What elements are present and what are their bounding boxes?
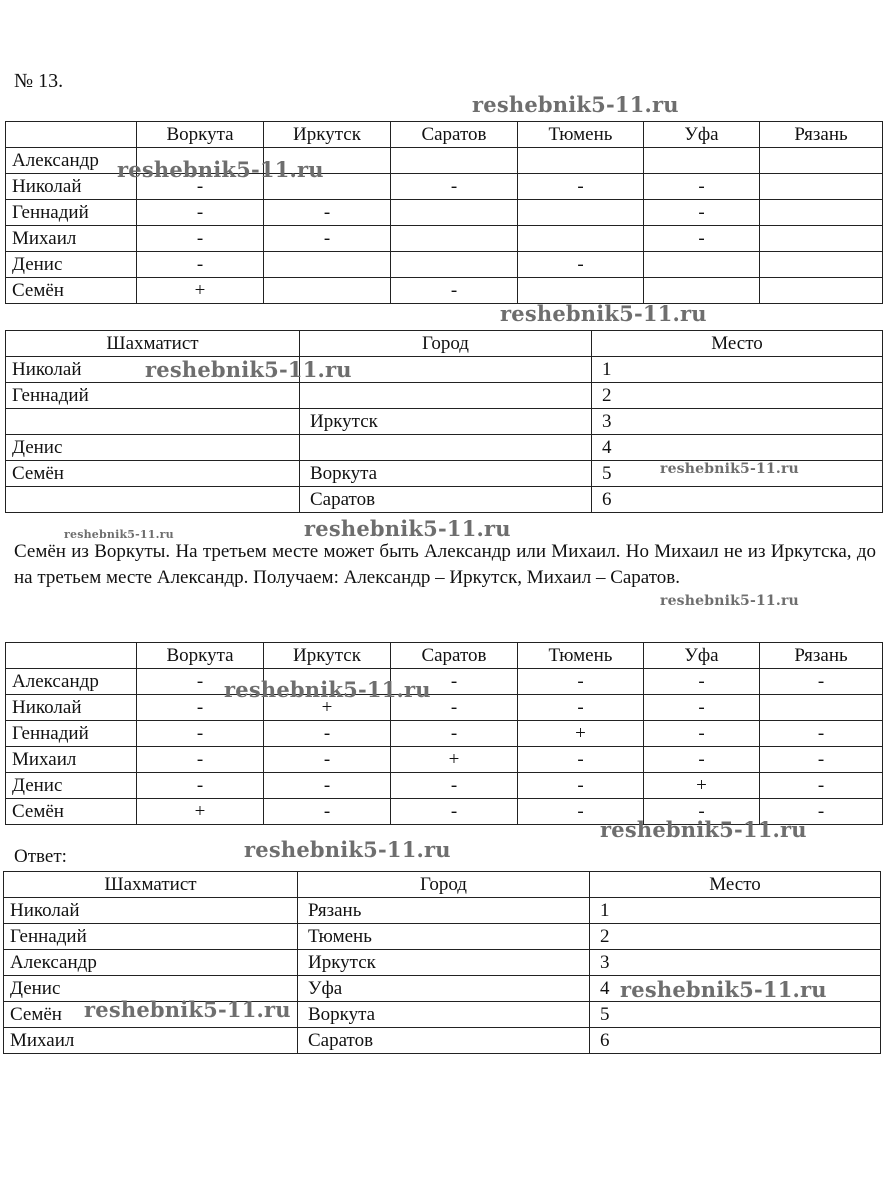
row-name: Михаил [6,226,137,252]
mark-cell: - [137,695,264,721]
table-header-row [6,643,883,669]
city-cell [300,435,592,461]
header-cell: Иркутск [264,643,391,669]
mark-cell: - [264,799,391,825]
player-cell: Геннадий [6,383,300,409]
city-cell: Воркута [300,461,592,487]
row-name: Денис [6,773,137,799]
header-cell: Тюмень [518,643,644,669]
watermark: reshebnik5-11.ru [84,997,291,1022]
mark-cell: - [644,721,760,747]
header-cell: Саратов [391,122,518,148]
elimination-table-final [5,642,883,825]
watermark: reshebnik5-11.ru [620,977,827,1002]
mark-cell: - [644,747,760,773]
place-cell: 1 [592,357,883,383]
city-cell [300,383,592,409]
mark-cell: - [137,721,264,747]
mark-cell: - [391,721,518,747]
watermark: reshebnik5-11.ru [472,92,679,117]
city-cell: Тюмень [298,924,590,950]
mark-cell [518,200,644,226]
watermark: reshebnik5-11.ru [145,357,352,382]
city-cell: Уфа [298,976,590,1002]
mark-cell [391,226,518,252]
mark-cell [760,200,883,226]
watermark: reshebnik5-11.ru [117,157,324,182]
table-row [6,487,883,513]
mark-cell [644,252,760,278]
table-header-row [6,331,883,357]
header-cell: Уфа [644,122,760,148]
mark-cell [518,278,644,304]
player-cell: Денис [6,435,300,461]
mark-cell: - [644,799,760,825]
mark-cell: - [518,174,644,200]
mark-cell: - [391,669,518,695]
mark-cell: - [518,252,644,278]
player-cell: Семён [4,1002,298,1028]
row-name: Михаил [6,747,137,773]
table-row [4,924,881,950]
mark-cell: - [137,174,264,200]
mark-cell: - [391,799,518,825]
place-cell: 5 [590,1002,881,1028]
table-row [6,747,883,773]
header-cell: Место [590,872,881,898]
place-cell: 2 [590,924,881,950]
city-cell: Иркутск [300,409,592,435]
table-row [4,1028,881,1054]
player-cell [6,409,300,435]
mark-cell: - [264,226,391,252]
mark-cell: + [137,278,264,304]
row-name: Александр [6,669,137,695]
mark-cell [644,148,760,174]
header-cell: Шахматист [6,331,300,357]
player-cell: Александр [4,950,298,976]
table-row [4,950,881,976]
city-cell: Саратов [298,1028,590,1054]
mark-cell: - [644,695,760,721]
table-row [4,898,881,924]
player-cell: Михаил [4,1028,298,1054]
city-cell: Саратов [300,487,592,513]
mark-cell: + [137,799,264,825]
place-cell: 5 [592,461,883,487]
row-name: Денис [6,252,137,278]
mark-cell: - [644,174,760,200]
header-cell: Место [592,331,883,357]
header-cell: Город [298,872,590,898]
mark-cell [760,695,883,721]
table-row [6,200,883,226]
mark-cell [391,148,518,174]
mark-cell: - [760,669,883,695]
mark-cell: - [760,747,883,773]
mark-cell: - [391,278,518,304]
row-name: Николай [6,174,137,200]
row-name: Александр [6,148,137,174]
table-row [6,383,883,409]
player-cell: Семён [6,461,300,487]
mark-cell [760,226,883,252]
mark-cell [760,252,883,278]
table-row [6,773,883,799]
place-cell: 6 [592,487,883,513]
mark-cell: - [264,773,391,799]
problem-number: № 13. [14,70,64,92]
mark-cell: - [518,799,644,825]
watermark: reshebnik5-11.ru [224,677,431,702]
mark-cell: - [760,799,883,825]
place-cell: 4 [592,435,883,461]
mark-cell [760,148,883,174]
mark-cell [760,278,883,304]
header-cell: Воркута [137,122,264,148]
mark-cell: - [644,226,760,252]
mark-cell: - [518,669,644,695]
mark-cell [391,200,518,226]
city-cell: Рязань [298,898,590,924]
mark-cell: - [137,252,264,278]
city-cell: Иркутск [298,950,590,976]
player-cell [6,487,300,513]
table-row [6,409,883,435]
mark-cell: - [518,747,644,773]
elimination-table-initial [5,121,883,304]
mark-cell: - [760,773,883,799]
mark-cell: - [137,200,264,226]
place-cell: 3 [590,950,881,976]
place-cell: 1 [590,898,881,924]
mark-cell: - [518,695,644,721]
mark-cell: - [391,174,518,200]
mark-cell: - [264,200,391,226]
mark-cell [264,252,391,278]
mark-cell [760,174,883,200]
player-cell: Денис [4,976,298,1002]
mark-cell: - [137,773,264,799]
mark-cell: - [644,669,760,695]
watermark: reshebnik5-11.ru [304,516,511,541]
header-cell: Саратов [391,643,518,669]
place-cell: 4 [590,976,881,1002]
row-name: Николай [6,695,137,721]
row-name: Геннадий [6,200,137,226]
watermark: reshebnik5-11.ru [660,461,799,477]
mark-cell: - [518,773,644,799]
table-row [6,252,883,278]
table-header-row [6,122,883,148]
player-cell: Николай [6,357,300,383]
watermark: reshebnik5-11.ru [660,593,799,609]
row-name: Семён [6,799,137,825]
answer-table [3,871,881,1054]
table-row [6,669,883,695]
table-header-row [4,872,881,898]
header-cell [6,122,137,148]
mark-cell [391,252,518,278]
mark-cell: - [391,695,518,721]
city-cell: Воркута [298,1002,590,1028]
mark-cell: + [644,773,760,799]
mark-cell [264,278,391,304]
answer-label: Ответ: [14,846,67,867]
mark-cell: - [264,721,391,747]
mark-cell: - [137,747,264,773]
header-cell: Тюмень [518,122,644,148]
mark-cell: + [391,747,518,773]
table-row [6,278,883,304]
mark-cell: - [137,226,264,252]
reasoning-paragraph: Семён из Воркуты. На третьем месте может быть Александр или Михаил. Но Михаил не из Иркутска, до на третьем месте Александр. Получаем: Александр – Иркутск, Михаил – Саратов. [14,541,876,588]
header-cell: Иркутск [264,122,391,148]
player-cell: Геннадий [4,924,298,950]
table-row [6,695,883,721]
watermark: reshebnik5-11.ru [500,301,707,326]
mark-cell: - [760,721,883,747]
mark-cell [644,278,760,304]
place-cell: 3 [592,409,883,435]
header-cell: Рязань [760,643,883,669]
place-cell: 2 [592,383,883,409]
header-cell: Шахматист [4,872,298,898]
watermark: reshebnik5-11.ru [244,837,451,862]
watermark: reshebnik5-11.ru [600,817,807,842]
row-name: Геннадий [6,721,137,747]
header-cell [6,643,137,669]
mark-cell: - [137,669,264,695]
row-name: Семён [6,278,137,304]
placement-table-partial [5,330,883,513]
mark-cell [518,148,644,174]
table-row [6,435,883,461]
header-cell: Рязань [760,122,883,148]
player-cell: Николай [4,898,298,924]
table-row [6,226,883,252]
header-cell: Воркута [137,643,264,669]
mark-cell: - [644,200,760,226]
mark-cell: - [264,747,391,773]
place-cell: 6 [590,1028,881,1054]
mark-cell: + [264,695,391,721]
mark-cell: + [518,721,644,747]
watermark: reshebnik5-11.ru [64,528,174,541]
header-cell: Город [300,331,592,357]
mark-cell [518,226,644,252]
header-cell: Уфа [644,643,760,669]
table-row [6,357,883,383]
table-row [6,721,883,747]
mark-cell: - [391,773,518,799]
